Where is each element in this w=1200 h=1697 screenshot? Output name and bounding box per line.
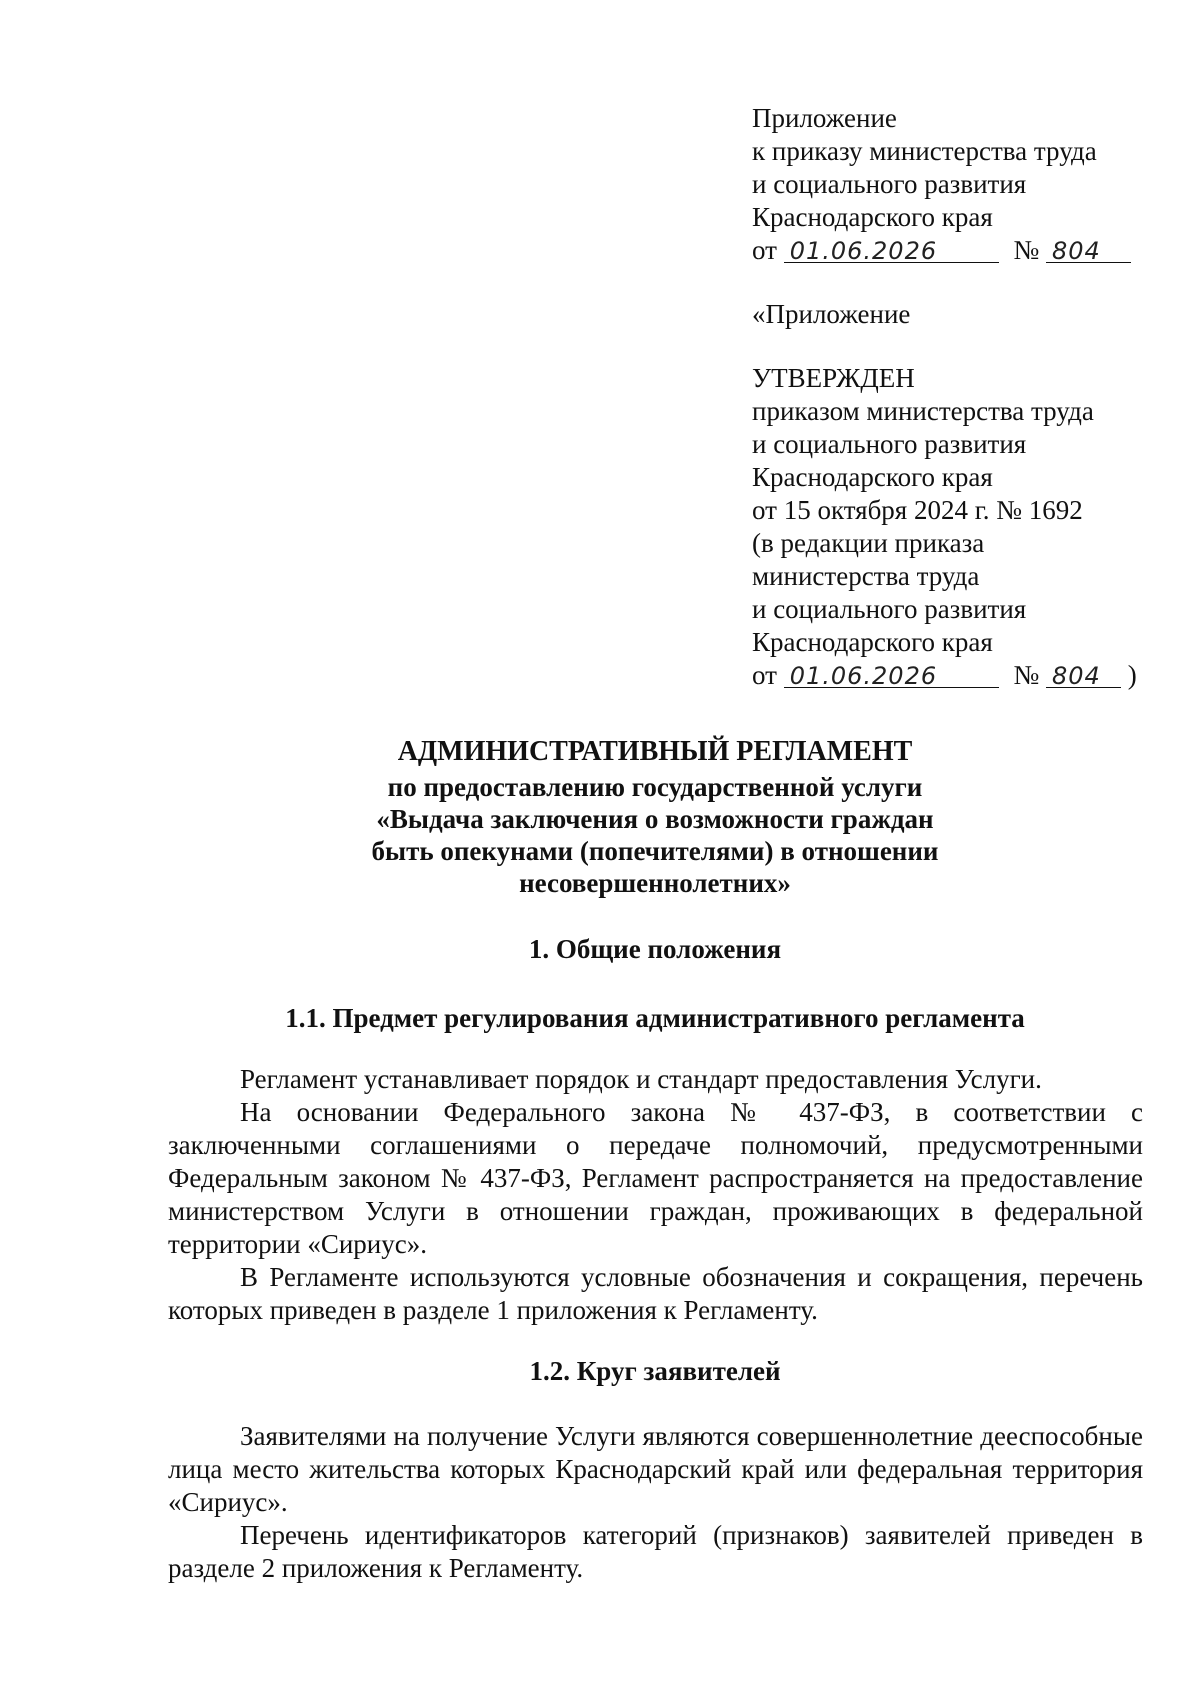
approved-line-2: и социального развития [752, 429, 1027, 459]
approved-line-4: от 15 октября 2024 г. № 1692 [752, 495, 1083, 525]
appendix-order-line: к приказу министерства труда [752, 136, 1097, 166]
appendix-label: Приложение [752, 103, 897, 133]
title-line-3: «Выдача заключения о возможности граждан [376, 804, 934, 834]
handwritten-number: 804 [1051, 662, 1101, 690]
date-prefix: от [752, 235, 777, 265]
subsection-heading-applicants: 1.2. Круг заявителей [529, 1356, 781, 1386]
date-field [784, 234, 999, 263]
number-field [1046, 234, 1131, 263]
title-line-4: быть опекунами (попечителями) в отношении [371, 836, 939, 866]
appendix-region-line: Краснодарского края [752, 202, 993, 232]
closing-bracket: ) [1127, 660, 1137, 690]
title-line-2: по предоставлению государственной услуги [387, 772, 923, 802]
number-field [1046, 659, 1121, 688]
handwritten-date: 01.06.2026 [789, 662, 938, 690]
handwritten-number: 804 [1051, 237, 1101, 265]
paragraph-5: Перечень идентификаторов категорий (признаков) заявителей приведен в разделе 2 приложения к Регламенту. [168, 1520, 1143, 1583]
quoted-appendix-label: «Приложение [752, 299, 911, 329]
approved-date-number-line [752, 659, 1152, 692]
approved-line-7: и социального развития [752, 594, 1027, 624]
approved-line-3: Краснодарского края [752, 462, 993, 492]
paragraph-4: Заявителями на получение Услуги являются совершеннолетние дееспособные лица место жительства которых Краснодарский край или федеральная территория «Сириус». [168, 1421, 1143, 1517]
approved-line-6: министерства труда [752, 561, 980, 591]
paragraph-1: Регламент устанавливает порядок и стандарт предоставления Услуги. [240, 1064, 1042, 1094]
title-line-5: несовершеннолетних» [519, 868, 791, 898]
number-prefix: № [1013, 660, 1040, 690]
title-main: АДМИНИСТРАТИВНЫЙ РЕГЛАМЕНТ [397, 736, 913, 767]
subsection-heading-subject: 1.1. Предмет регулирования административного регламента [285, 1003, 1025, 1033]
appendix-header [752, 102, 1152, 692]
section-heading-general: 1. Общие положения [528, 934, 782, 964]
approved-line-5: (в редакции приказа [752, 528, 985, 558]
date-prefix: от [752, 660, 777, 690]
paragraph-3: В Регламенте используются условные обозначения и сокращения, перечень которых приведен в разделе 1 приложения к Регламенту. [168, 1262, 1143, 1325]
appendix-ministry-line: и социального развития [752, 169, 1027, 199]
handwritten-date: 01.06.2026 [789, 237, 938, 265]
approved-label: УТВЕРЖДЕН [752, 363, 915, 393]
paragraph-2: На основании Федерального закона № 437-ФЗ, в соответствии с заключенными соглашениями о передаче полномочий, предусмотренными Федеральным законом № 437-ФЗ, Регламент распространяется на предоставление министерством Услуги в отношении граждан, проживающих в федеральной территории «Сириус». [168, 1097, 1143, 1259]
approved-line-8: Краснодарского края [752, 627, 993, 657]
date-field [784, 659, 999, 688]
number-prefix: № [1013, 235, 1040, 265]
approved-line-1: приказом министерства труда [752, 396, 1094, 426]
document-title [0, 736, 1200, 899]
appendix-date-number-line [752, 234, 1152, 267]
